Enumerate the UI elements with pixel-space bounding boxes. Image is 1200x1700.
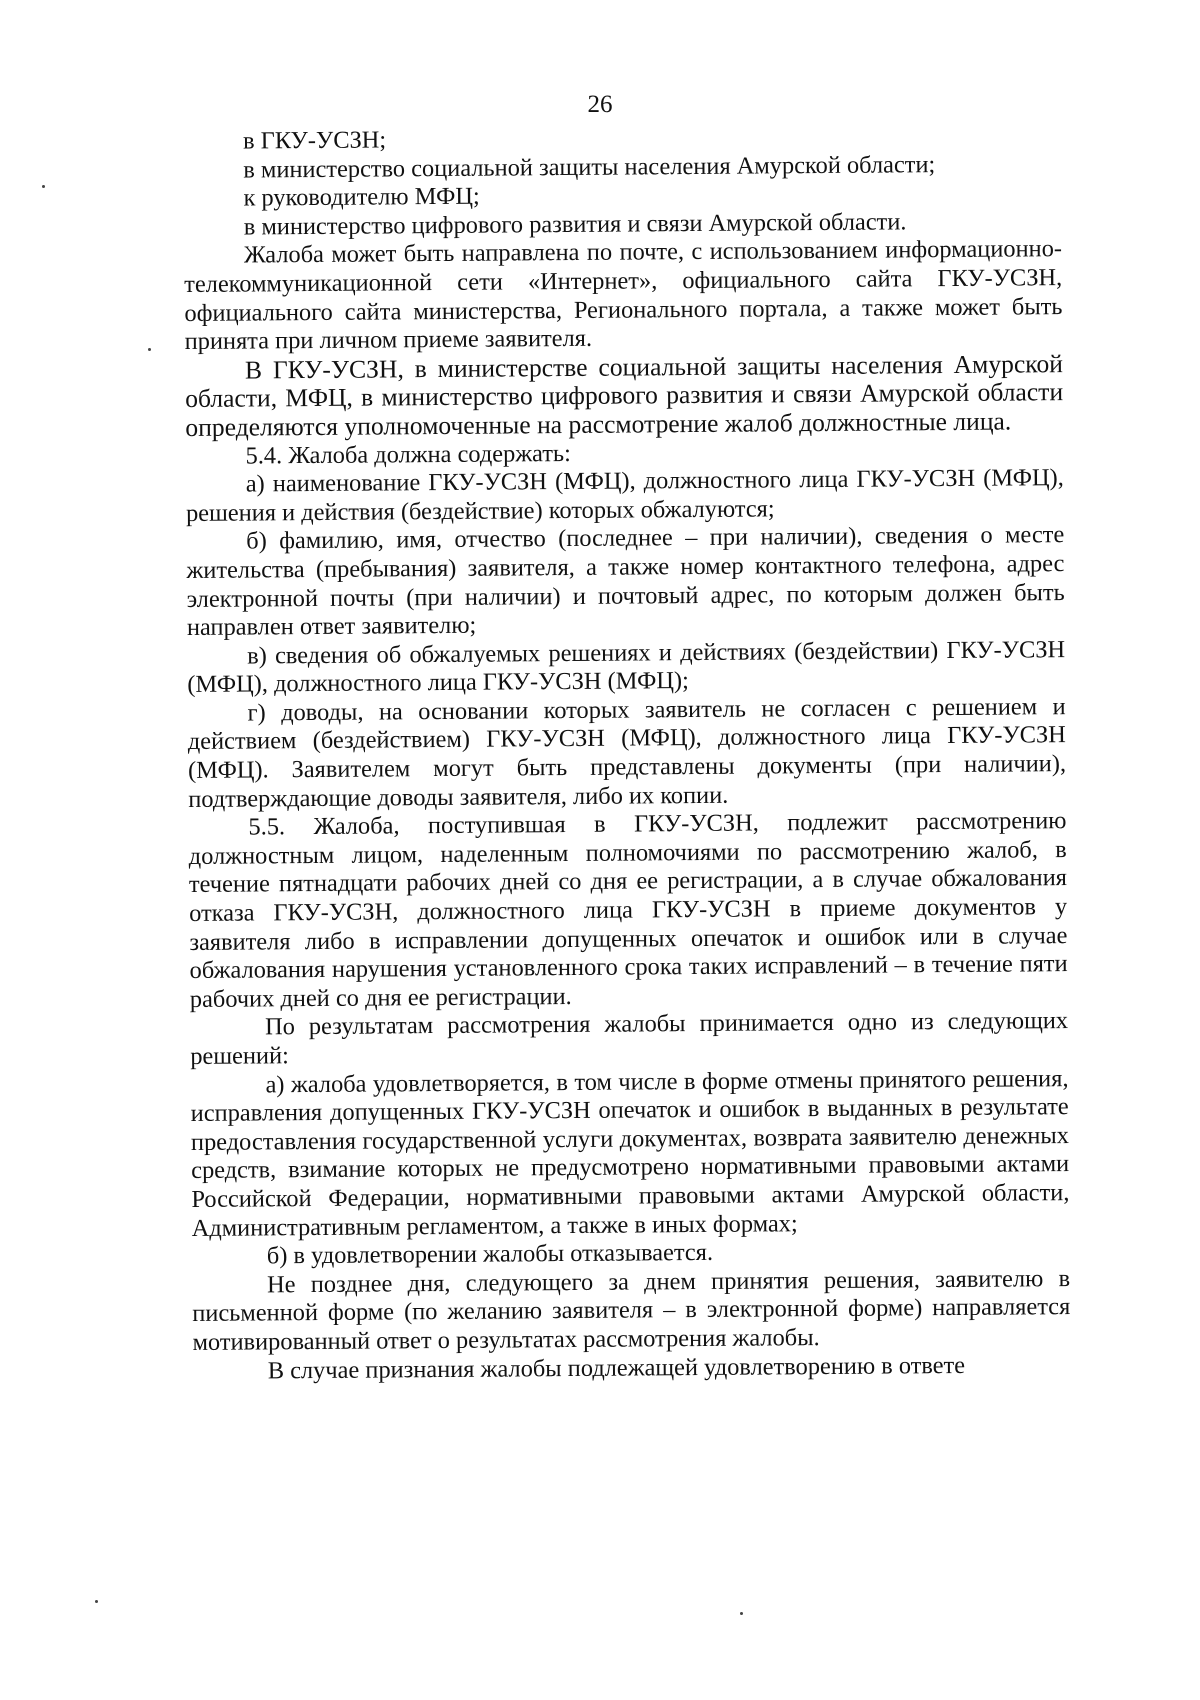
scan-speck — [42, 185, 45, 188]
paragraph: б) в удовлетворении жалобы отказывается. — [266, 1239, 714, 1270]
paragraph: В ГКУ-УСЗН, в министерстве социальной защиты населения Амурской области, МФЦ, в министерство цифрового развития и связи Амурской области определяются уполномоченные на рассмотрение жалоб должностные лица. — [185, 348, 1064, 442]
paragraph: 5.4. Жалоба должна содержать: — [245, 439, 571, 470]
document-body — [183, 121, 1071, 1386]
paragraph: В случае признания жалобы подлежащей удовлетворению в ответе — [267, 1351, 966, 1384]
paragraph: а) наименование ГКУ-УСЗН (МФЦ), должностного лица ГКУ-УСЗН (МФЦ), решения и действия (бездействие) которых обжалуются; — [185, 464, 1064, 527]
paragraph: в министерство социальной защиты населения Амурской области; — [243, 150, 936, 184]
paragraph: Жалоба может быть направлена по почте, с использованием информационно-телекоммуникационной сети «Интернет», официального сайта ГКУ-УСЗН, официального сайта министерства, Регионального портала, а также может быть принята при личном приеме заявителя. — [184, 235, 1063, 356]
scan-speck — [148, 348, 151, 351]
paragraph: б) фамилию, имя, отчество (последнее – при наличии), сведения о месте жительства (пребывания) заявителя, а также номер контактного телефона, адрес электронной почты (при наличии) и почтовый адрес, по которым должен быть направлен ответ заявителю; — [186, 521, 1065, 642]
scan-speck — [95, 1600, 98, 1603]
paragraph: Не позднее дня, следующего за днем принятия решения, заявителю в письменной форме (по желанию заявителя – в электронной форме) направляется мотивированный ответ о результатах рассмотрения жалобы. — [192, 1264, 1071, 1356]
paragraph: в министерство цифрового развития и связи Амурской области. — [243, 208, 907, 241]
paragraph: в) сведения об обжалуемых решениях и действиях (бездействии) ГКУ-УСЗН (МФЦ), должностного лица ГКУ-УСЗН (МФЦ); — [187, 635, 1066, 699]
paragraph: в ГКУ-УСЗН; — [242, 126, 387, 155]
scan-speck — [740, 1612, 743, 1615]
paragraph: 5.5. Жалоба, поступившая в ГКУ-УСЗН, подлежит рассмотрению должностным лицом, наделенным полномочиями по рассмотрению жалоб, в течение пятнадцати рабочих дней со дня ее регистрации, а в случае обжалования отказа ГКУ-УСЗН, должностного лица ГКУ-УСЗН в приеме документов у заявителя либо в исправлении допущенных опечаток и ошибок или в случае обжалования нарушения установленного срока таких исправлений – в течение пяти рабочих дней со дня ее регистрации. — [188, 807, 1068, 1013]
page-number: 26 — [587, 91, 613, 118]
paragraph: к руководителю МФЦ; — [243, 182, 480, 212]
paragraph: По результатам рассмотрения жалобы принимается одно из следующих решений: — [190, 1007, 1069, 1070]
paragraph: а) жалоба удовлетворяется, в том числе в форме отмены принятого решения, исправления допущенных ГКУ-УСЗН опечаток и ошибок в выданных в результате предоставления государственной услуги документах, возврата заявителю денежных средств, взимание которых не предусмотрено нормативными правовыми актами Российской Федерации, нормативными правовыми актами Амурской области, Административным регламентом, а также в иных формах; — [190, 1064, 1070, 1242]
paragraph: г) доводы, на основании которых заявитель не согласен с решением и действием (бездействием) ГКУ-УСЗН (МФЦ), должностного лица ГКУ-УСЗН (МФЦ). Заявителем могут быть представлены документы (при наличии), подтверждающие доводы заявителя, либо их копии. — [187, 692, 1067, 813]
